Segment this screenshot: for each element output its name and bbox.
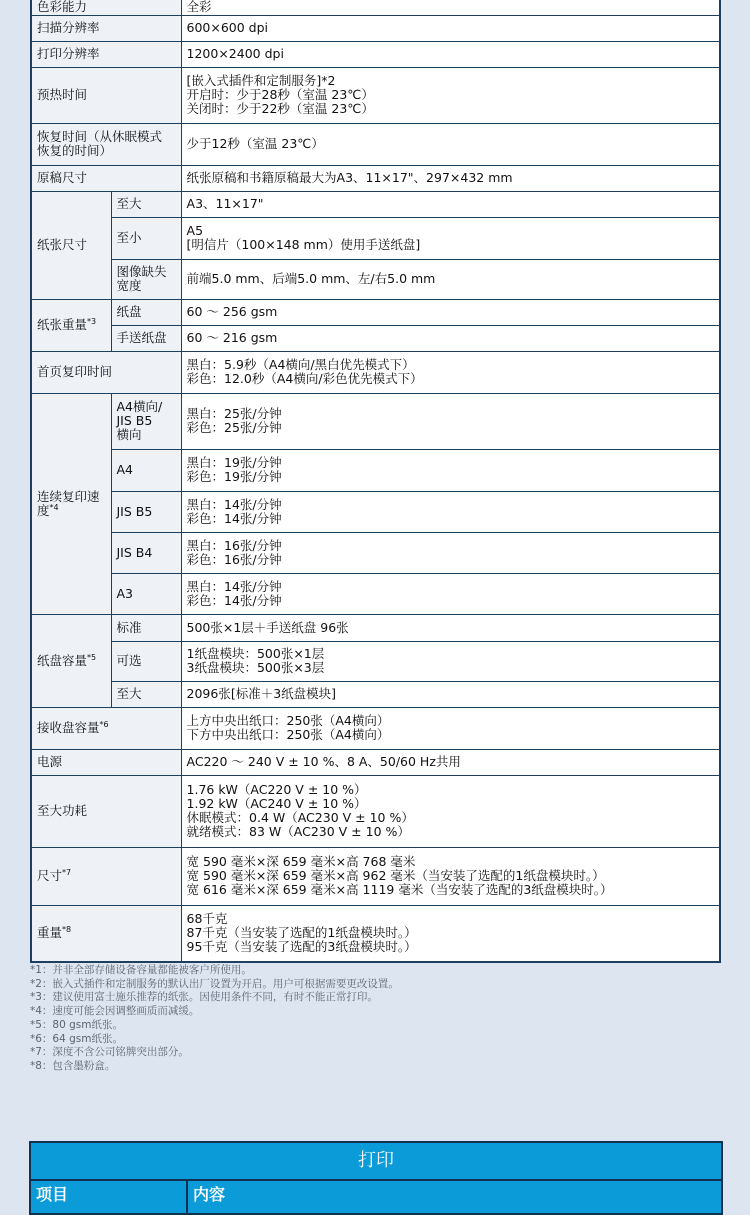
row-value: 黑白：14张/分钟 彩色：14张/分钟 [181,573,720,614]
sub-label-text: JIS B4 [116,544,153,560]
row-value: 1纸盘模块：500张×1层 3纸盘模块：500张×3层 [181,641,720,681]
table-row [31,449,720,491]
row-value: [嵌入式插件和定制服务]*2 开启时：少于28秒（室温 23℃） 关闭时：少于22秒（室温 23℃） [181,67,720,123]
row-label-text: 连续复印速 度 [37,488,100,518]
row-label [31,614,111,707]
sub-label-text: 图像缺失 宽度 [116,264,167,293]
sub-label-text: 至小 [116,230,142,245]
sub-label-text: 标准 [116,619,142,635]
row-label-text: 纸张重量 [37,317,88,332]
sub-label [111,191,181,217]
footnote: *8：包含墨粉盒。 [30,1059,116,1072]
table-row [31,165,720,191]
sub-label [111,217,181,259]
sub-label [111,532,181,573]
table-row [31,847,720,905]
row-label [31,707,181,749]
row-value: 黑白：25张/分钟 彩色：25张/分钟 [181,393,720,449]
table-row [31,41,720,67]
row-value: A3、11×17" [181,191,720,217]
row-label-text: 扫描分辨率 [37,20,100,35]
column-header-content: 内容 [193,1185,226,1204]
table-row [31,191,720,217]
sub-label-text: 可选 [116,653,142,668]
footnote: *4：速度可能会因调整画质而减缓。 [30,1005,200,1018]
row-label-text: 纸张尺寸 [37,237,88,252]
row-value: 宽 590 毫米×深 659 毫米×高 768 毫米 宽 590 毫米×深 659 毫米×高 962 毫米（当安装了选配的1纸盘模块时。） 宽 616 毫米×深 659 毫米×高 1119 毫米（当安装了选配的3纸盘模块时。） [181,847,720,905]
table-row [31,641,720,681]
sub-label-text: A4横向/ JIS B5 横向 [116,399,163,442]
footnote-ref: *3 [87,317,97,326]
sub-label-text: 至大 [116,686,142,701]
row-label [31,67,181,123]
sub-label-text: 至大 [116,196,142,211]
row-label [31,905,181,962]
spec-table [30,0,721,963]
row-value: 黑白：14张/分钟 彩色：14张/分钟 [181,491,720,532]
footnote-ref: *4 [49,502,59,512]
row-label-text: 接收盘容量 [37,720,100,735]
row-value: 全彩 [181,0,720,15]
row-label-text: 恢复时间（从休眠模式 恢复的时间） [37,129,163,158]
sub-label [111,573,181,614]
row-value: 2096张[标准＋3纸盘模块] [181,681,720,707]
print-spec-section [29,1141,723,1215]
sub-label [111,393,181,449]
table-row [31,259,720,299]
row-label [31,41,181,67]
row-value: 500张×1层＋手送纸盘 96张 [181,614,720,641]
table-row [31,351,720,393]
table-row [31,614,720,641]
table-row [31,749,720,775]
row-label-text: 色彩能力 [37,0,88,15]
row-label-text: 预热时间 [37,87,88,102]
table-row [31,491,720,532]
table-row [31,123,720,165]
row-label-text: 电源 [37,754,63,769]
row-label [31,0,181,15]
table-row [31,681,720,707]
footnote: *1：并非全部存储设备容量都能被客户所使用。 [30,964,252,976]
footnote: *3：建议使用富士施乐推荐的纸张。因使用条件不同，有时不能正常打印。 [30,991,378,1004]
column-header-item: 项目 [31,1181,188,1213]
sub-label-text: 手送纸盘 [116,330,167,345]
table-row [31,299,720,325]
sub-label [111,325,181,351]
row-label [31,393,111,614]
table-row [31,67,720,123]
footnote-ref: *7 [62,868,72,877]
row-value: 纸张原稿和书籍原稿最大为A3、11×17"、297×432 mm [181,165,720,191]
table-row [31,217,720,259]
row-label [31,351,181,393]
section-title: 打印 [31,1143,721,1181]
footnote-ref: *6 [99,720,109,729]
row-label [31,165,181,191]
table-row [31,15,720,41]
row-value: 少于12秒（室温 23℃） [181,123,720,165]
sub-label [111,299,181,325]
sub-label [111,641,181,681]
footnote: *5：80 gsm纸张。 [30,1018,123,1031]
row-label-text: 打印分辨率 [37,46,100,61]
sub-label-text: 纸盘 [116,304,142,319]
row-label-text: 首页复印时间 [37,364,113,379]
table-header-row [31,1181,721,1213]
footnote: *2：嵌入式插件和定制服务的默认出厂设置为开启。用户可根据需要更改设置。 [30,977,399,990]
sub-label-text: A4 [116,462,134,477]
table-row [31,573,720,614]
row-value: 前端5.0 mm、后端5.0 mm、左/右5.0 mm [181,259,720,299]
row-value: 上方中央出纸口：250张（A4横向） 下方中央出纸口：250张（A4横向） [181,707,720,749]
row-label-text: 尺寸 [37,868,63,883]
row-label-text: 重量 [37,925,63,941]
row-label [31,847,181,905]
sub-label [111,614,181,641]
table-row [31,325,720,351]
row-value: AC220 ～ 240 V ± 10 %、8 A、50/60 Hz共用 [181,749,720,775]
sub-label-text: A3 [116,585,134,601]
row-label [31,15,181,41]
row-label-text: 原稿尺寸 [37,170,88,185]
table-row [31,532,720,573]
footnote-ref: *8 [62,925,72,935]
table-row [31,905,720,962]
sub-label-text: JIS B5 [116,503,153,519]
table-row [31,775,720,847]
footnote-ref: *5 [87,652,97,662]
footnote: *6：64 gsm纸张。 [30,1032,123,1045]
table-row [31,707,720,749]
table-row [31,0,720,15]
spec-table-container [30,0,719,963]
row-value: 60 ～ 216 gsm [181,325,720,351]
row-value: 黑白：16张/分钟 彩色：16张/分钟 [181,532,720,573]
row-label-text: 至大功耗 [37,803,88,818]
row-label [31,749,181,775]
row-label-text: 纸盘容量 [37,652,88,668]
row-value: 68千克 87千克（当安装了选配的1纸盘模块时。） 95千克（当安装了选配的3纸盘模块时。） [181,905,720,962]
row-label [31,775,181,847]
footnote: *7：深度不含公司铭牌突出部分。 [30,1046,189,1059]
row-value: 黑白：19张/分钟 彩色：19张/分钟 [181,449,720,491]
row-value: A5 [明信片（100×148 mm）使用手送纸盘] [181,217,720,259]
row-value: 黑白：5.9秒（A4横向/黑白优先模式下） 彩色：12.0秒（A4横向/彩色优先模式下） [181,351,720,393]
row-value: 1.76 kW（AC220 V ± 10 %） 1.92 kW（AC240 V ± 10 %） 休眠模式：0.4 W（AC230 V ± 10 %） 就绪模式：83 W（AC230 V ± 10 %） [181,775,720,847]
row-label [31,299,111,351]
sub-label [111,681,181,707]
sub-label [111,449,181,491]
row-label [31,123,181,165]
row-label [31,191,111,299]
sub-label [111,491,181,532]
row-value: 600×600 dpi [181,15,720,41]
row-value: 60 ～ 256 gsm [181,299,720,325]
sub-label [111,259,181,299]
footnotes [30,964,720,1074]
table-row [31,393,720,449]
row-value: 1200×2400 dpi [181,41,720,67]
